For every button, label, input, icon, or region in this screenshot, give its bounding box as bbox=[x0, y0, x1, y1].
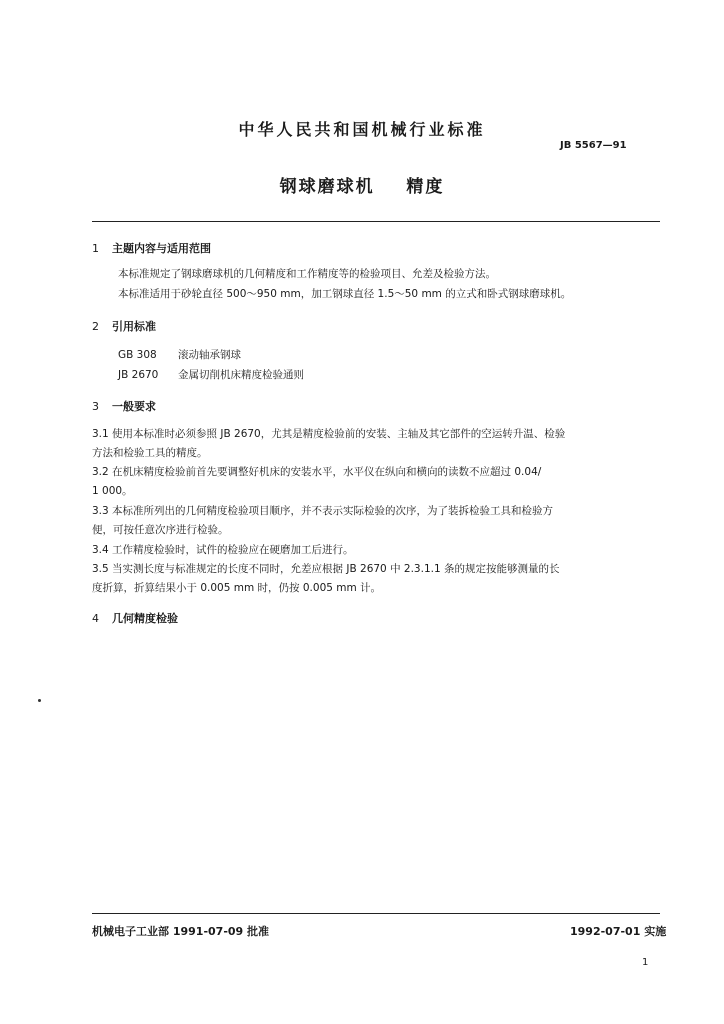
section-title: 一般要求 bbox=[112, 400, 156, 413]
document-title: 钢球磨球机 精度 bbox=[279, 177, 445, 197]
page-number: 1 bbox=[642, 957, 649, 968]
clause-3-4: 3.4 工作精度检验时，试件的检验应在硬磨加工后进行。 bbox=[92, 544, 354, 556]
section-2-heading bbox=[92, 318, 156, 334]
footer-rule bbox=[92, 913, 660, 914]
clause-3-2-line-2: 1 000。 bbox=[92, 485, 133, 497]
section-1-paragraph-1: 本标准规定了钢球磨球机的几何精度和工作精度等的检验项目、允差及检验方法。 bbox=[118, 268, 496, 280]
reference-item bbox=[118, 367, 304, 382]
section-title: 引用标准 bbox=[112, 320, 156, 333]
reference-item bbox=[118, 347, 241, 362]
reference-code: JB 2670 bbox=[118, 369, 159, 381]
section-1-heading bbox=[92, 240, 211, 256]
section-number: 2 bbox=[92, 320, 99, 333]
clause-3-1-line-1: 3.1 使用本标准时必须参照 JB 2670，尤其是精度检验前的安装、主轴及其它部件的空运转升温、检验 bbox=[92, 428, 566, 440]
section-3-heading bbox=[92, 398, 156, 414]
scan-speck bbox=[38, 699, 41, 702]
section-title: 主题内容与适用范围 bbox=[112, 242, 211, 255]
section-1-paragraph-2: 本标准适用于砂轮直径 500～950 mm，加工钢球直径 1.5～50 mm 的立式和卧式钢球磨球机。 bbox=[118, 288, 572, 300]
clause-3-5-line-1: 3.5 当实测长度与标准规定的长度不同时，允差应根据 JB 2670 中 2.3.1.1 条的规定按能够测量的长 bbox=[92, 563, 560, 575]
section-4-heading bbox=[92, 610, 178, 626]
org-title: 中华人民共和国机械行业标准 bbox=[238, 120, 486, 139]
section-number: 1 bbox=[92, 242, 99, 255]
section-number: 4 bbox=[92, 612, 99, 625]
clause-3-1-line-2: 方法和检验工具的精度。 bbox=[92, 447, 208, 459]
reference-code: GB 308 bbox=[118, 349, 157, 361]
clause-3-2-line-1: 3.2 在机床精度检验前首先要调整好机床的安装水平，水平仪在纵向和横向的读数不应超过 0.04/ bbox=[92, 466, 542, 478]
clause-3-3-line-1: 3.3 本标准所列出的几何精度检验项目顺序，并不表示实际检验的次序，为了装拆检验工具和检验方 bbox=[92, 505, 554, 517]
standard-code: JB 5567—91 bbox=[560, 140, 627, 151]
reference-name: 金属切削机床精度检验通则 bbox=[178, 369, 304, 381]
reference-name: 滚动轴承钢球 bbox=[178, 349, 241, 361]
clause-3-3-line-2: 便，可按任意次序进行检验。 bbox=[92, 524, 229, 536]
section-title: 几何精度检验 bbox=[112, 612, 178, 625]
section-number: 3 bbox=[92, 400, 99, 413]
clause-3-5-line-2: 度折算，折算结果小于 0.005 mm 时，仍按 0.005 mm 计。 bbox=[92, 582, 382, 594]
approval-note: 机械电子工业部 1991-07-09 批准 bbox=[92, 925, 270, 938]
header-rule bbox=[92, 221, 660, 222]
effective-date: 1992-07-01 实施 bbox=[570, 925, 667, 938]
